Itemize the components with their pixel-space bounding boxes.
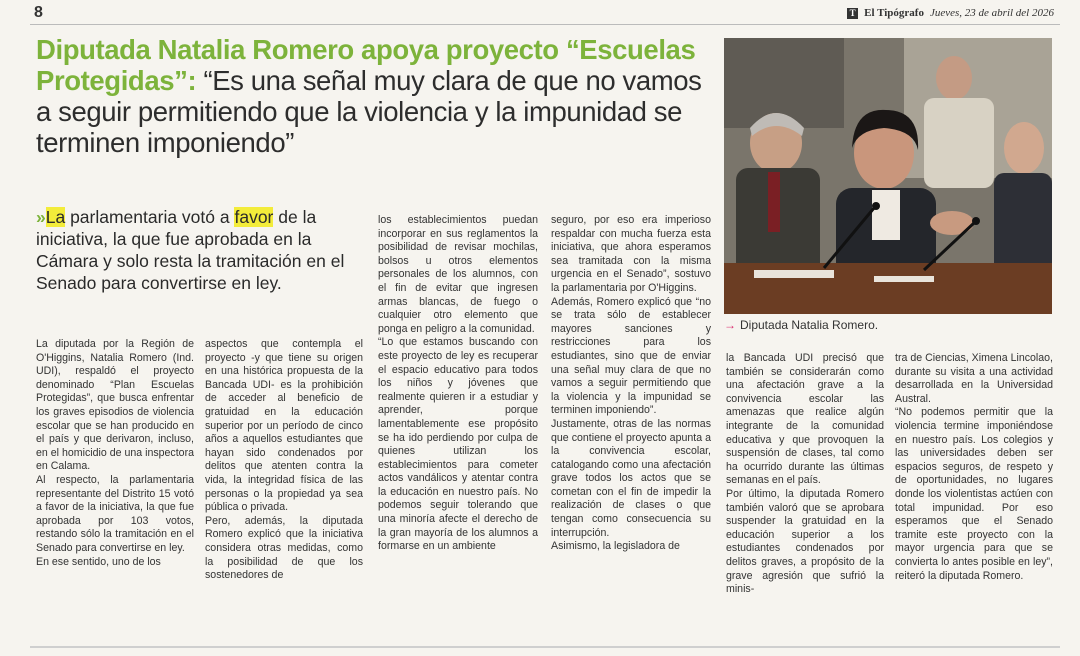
paragraph: Por último, la diputada Romero también valoró que se aprobara suspender la gratuidad en la educación superior a los estudiantes condenados por delitos graves, a propósito de la grave agresión que sufrió la minis- [726, 487, 884, 596]
paragraph: Justamente, otras de las normas que contiene el proyecto apunta a la convivencia escolar, catalogando como una afectación grave todos los actos que se cometan con el fin de impedir la realización de clases o que tengan como consecuencia su interrupción. [551, 417, 711, 539]
lead-highlight-2: favor [234, 207, 274, 227]
paragraph: Pero, además, la diputada Romero explicó que la iniciativa considera otras medidas, como la posibilidad de que los sostenedores de [205, 514, 363, 582]
page-number: 8 [34, 4, 43, 21]
newspaper-name: El Tipógrafo [864, 7, 924, 19]
lead-text-1: parlamentaria votó a [65, 207, 235, 227]
caption-text: Diputada Natalia Romero. [740, 318, 879, 332]
paragraph: la Bancada UDI precisó que también se considerarán como una afectación grave a la convivencia escolar las amenazas que realice algún integrante de la comunidad educativa y que provoquen la suspensión de clases, tal como ha ocurrido durante las últimas semanas en el país. [726, 352, 884, 487]
top-divider [30, 24, 1060, 25]
arrow-right-icon: → [724, 318, 736, 332]
article-headline [36, 34, 716, 158]
newspaper-logo-icon: T [847, 8, 858, 19]
issue-date: Jueves, 23 de abril del 2026 [929, 7, 1054, 19]
paragraph: Asimismo, la legisladora de [551, 540, 680, 553]
lead-marker-icon: » [36, 207, 46, 227]
paragraph: aspectos que contempla el proyecto -y que tiene su origen en una histórica propuesta de la Bancada UDI- es la prohibición de acceder al beneficio de gratuidad en la educación superior por un período de cinco años a aquellos estudiantes que hayan sido condenados por delitos que atenten contra la vida, la integridad física de las personas o la propiedad ya sea pública o privada. [205, 338, 363, 514]
photo-illustration [724, 38, 1052, 314]
body-column-4 [551, 214, 711, 554]
lead-highlight-1: La [45, 207, 66, 227]
body-column-2 [205, 338, 363, 583]
body-column-5 [726, 352, 884, 597]
paragraph: tra de Ciencias, Ximena Lincolao, durante su visita a una actividad desarrollada en la Universidad Austral. [895, 352, 1053, 405]
body-column-6 [895, 352, 1053, 583]
body-column-3 [378, 214, 538, 554]
article-lead [36, 206, 356, 294]
paragraph: Al respecto, la parlamentaria representante del Distrito 15 votó a favor de la iniciativa, la que fue aprobada por 103 votos, restando sólo la tramitación en el Senado para convertirse en ley. [36, 473, 194, 554]
paragraph: seguro, por eso era imperioso respaldar con mucha fuerza esta iniciativa, que ahora esperamos sea tramitada con la misma urgencia en el Senado”, sostuvo la parlamentaria por O'Higgins. [551, 214, 711, 294]
lead-text-2: de la iniciativa, la que fue aprobada en la Cámara y solo resta la tramitación en el Senado para convertirse en ley. [36, 207, 345, 293]
paragraph: “No podemos permitir que la violencia termine imponiéndose en nuestro país. Los colegios y las universidades deben ser espacios seguros, de respeto y de oportunidades, no lugares donde los violentistas actúen con total impunidad. Por eso esperamos que el Senado tramite este proyecto con la mayor urgencia para que se convierta lo antes posible en ley”, reiteró la diputada Romero. [895, 406, 1053, 582]
paragraph: “Lo que estamos buscando con este proyecto de ley es recuperar el espacio educativo para todos los niños y jóvenes que realmente quieren ir a estudiar y aprender, porque lamentablemente ese propósito se ha ido perdiendo por culpa de quienes utilizan los establecimientos para cometer actos vandálicos y atentar contra la educación en nuestro país. No podemos seguir tolerando que una minoría afecte el derecho de la gran mayoría de los alumnos a formarse en un ambiente [378, 336, 538, 553]
headline-quote: “Es una señal muy clara de que no vamos a seguir permitiendo que la violencia y la impunidad se terminen imponiendo” [36, 65, 702, 158]
photo-caption [724, 318, 1052, 332]
paragraph: En ese sentido, uno de los [36, 555, 161, 568]
paragraph: La diputada por la Región de O'Higgins, Natalia Romero (Ind. UDI), respaldó el proyecto denominado “Plan Escuelas Protegidas”, que busca enfrentar los graves episodios de violencia escolar que se han producido en el país y que derivaron, incluso, en el homicidio de una inspectora en Calama. [36, 338, 194, 473]
paragraph: Además, Romero explicó que “no se trata sólo de establecer mayores sanciones y restricciones para los estudiantes, sino que de enviar una señal muy clara de que no vamos a seguir permitiendo que la violencia y la impunidad se terminen imponiendo”. [551, 295, 711, 417]
paragraph: los establecimientos puedan incorporar en sus reglamentos la posibilidad de revisar mochilas, bolsos u otros elementos personales de los alumnos, con el fin de evitar que ingresen armas blancas, de fuego o cualquier otro elemento que ponga en peligro a la comunidad. [378, 214, 538, 335]
headline-title: Diputada Natalia Romero apoya proyecto “Escuelas Protegidas”: [36, 34, 696, 96]
body-column-1 [36, 338, 194, 569]
masthead [847, 7, 1054, 19]
article-photo [724, 38, 1052, 314]
bottom-divider [30, 646, 1060, 648]
